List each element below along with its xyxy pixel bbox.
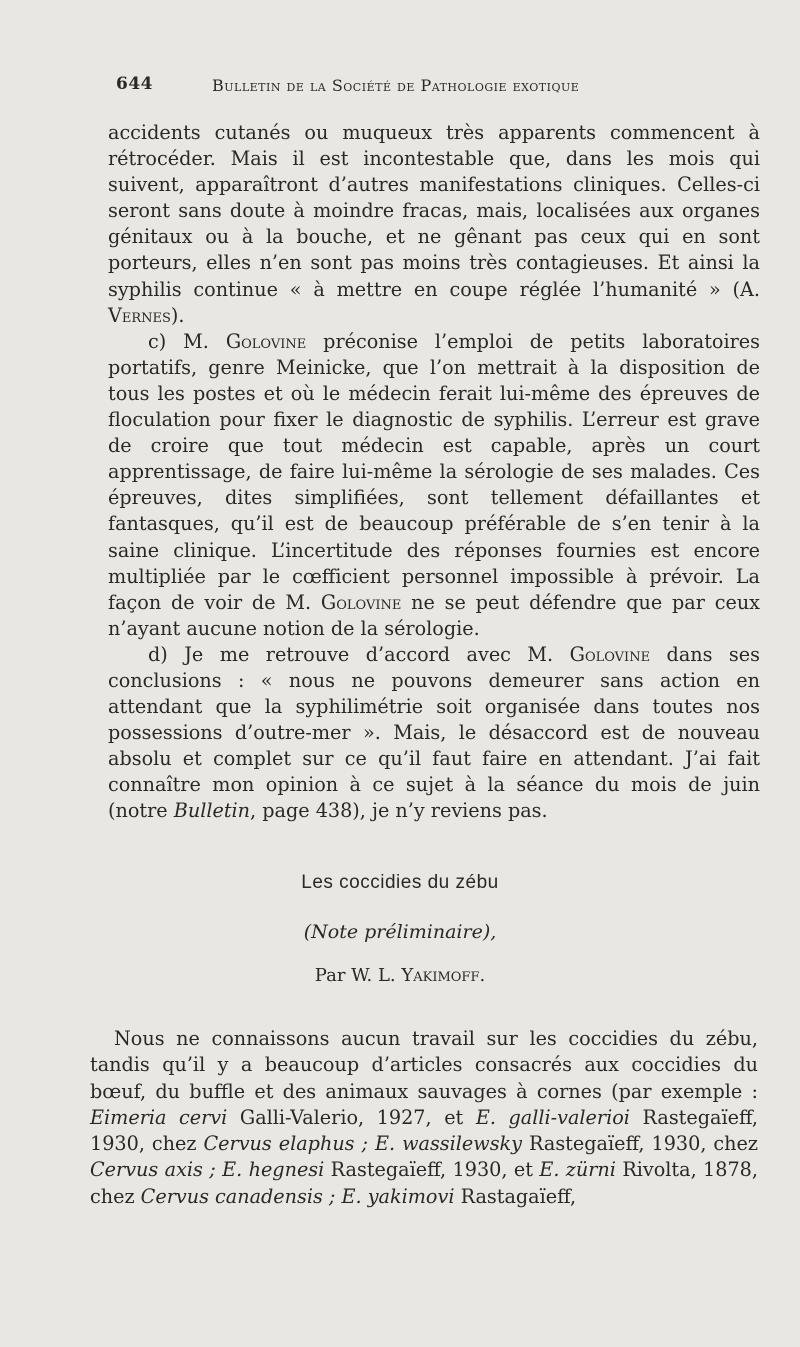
- species-name: Cervus axis ; E. hegnesi: [90, 1158, 325, 1182]
- bulletin-italic: Bulletin: [173, 799, 251, 823]
- author-name-golovine: Golovine: [569, 642, 651, 666]
- author-name-golovine: Golovine: [320, 590, 402, 614]
- text-block-1: [108, 120, 760, 825]
- paragraph-continuation: accidents cutanés ou muqueux très apparents commencent à rétrocéder. Mais il est incontestable que, dans les mois qui suivent, apparaîtront d’autres manifestations cliniques. Celles-ci seront sans doute à moindre fracas, mais, localisées aux organes génitaux ou à la bouche, et ne gênant pas ceux qui en sont porteurs, elles n’en sont pas moins très contagieuses. Et ainsi la syphilis continue « à mettre en coupe réglée l’humanité » (A. Vernes).: [108, 121, 760, 327]
- author-name-yakimoff: Yakimoff.: [401, 965, 486, 986]
- text-block-2: [90, 1026, 758, 1210]
- page-number: 644: [116, 74, 153, 94]
- author-name-golovine: Golovine: [225, 329, 307, 353]
- running-title: Bulletin de la Société de Pathologie exotique: [212, 76, 580, 95]
- paragraph-d: d) Je me retrouve d’accord avec M. Golovine dans ses conclusions : « nous ne pouvons demeurer sans action en attendant que la syphilimétrie soit organisée dans toutes nos possessions d’outre-mer ». Mais, le désaccord est de nouveau absolu et complet sur ce qu’il faut faire en attendant. J’ai fait connaître mon opinion à ce sujet à la séance du mois de juin (notre Bulletin, page 438), je n’y reviens pas.: [108, 642, 760, 823]
- species-name: Cervus elaphus ; E. wassilewsky: [203, 1132, 523, 1156]
- article-subtitle: (Note préliminaire),: [303, 921, 497, 943]
- paragraph-intro: Nous ne connaissons aucun travail sur les coccidies du zébu, tandis qu’il y a beaucoup d’articles consacrés aux coccidies du bœuf, du buffle et des animaux sauvages à cornes (par exemple : Eimeria cervi Galli-Valerio, 1927, et E. galli-valerioi Rastegaïeff, 1930, chez Cervus elaphus ; E. wassilewsky Rastegaïeff, 1930, chez Cervus axis ; E. hegnesi Rastegaïeff, 1930, et E. zürni Rivolta, 1878, chez Cervus canadensis ; E. yakimovi Rastagaïeff,: [90, 1027, 759, 1208]
- paragraph-c: c) M. Golovine préconise l’emploi de petits laboratoires portatifs, genre Meinicke, que l’on mettrait à la disposition de tous les postes et où le médecin ferait lui-même des épreuves de floculation pour fixer le diagnostic de syphilis. L’erreur est grave de croire que tout médecin est capable, après un court apprentissage, de faire lui-même la sérologie de ses malades. Ces épreuves, dites simplifiées, sont tellement défaillantes et fantasques, qu’il est de beaucoup préférable de s’en tenir à la saine clinique. L’incertitude des réponses fournies est encore multipliée par le cœfficient personnel impossible à prévoir. La façon de voir de M. Golovine ne se peut défendre que par ceux n’ayant aucune notion de la sérologie.: [108, 329, 760, 640]
- species-name: Cervus canadensis ; E. yakimovi: [140, 1184, 455, 1208]
- species-name: E. galli-valerioi: [475, 1105, 630, 1129]
- author-name-vernes: Vernes: [108, 303, 171, 327]
- article-author: Par W. L. Yakimoff.: [314, 965, 486, 986]
- article-title: Les coccidies du zébu: [301, 872, 499, 893]
- species-name: Eimeria cervi: [90, 1105, 228, 1129]
- species-name: E. zürni: [539, 1158, 616, 1182]
